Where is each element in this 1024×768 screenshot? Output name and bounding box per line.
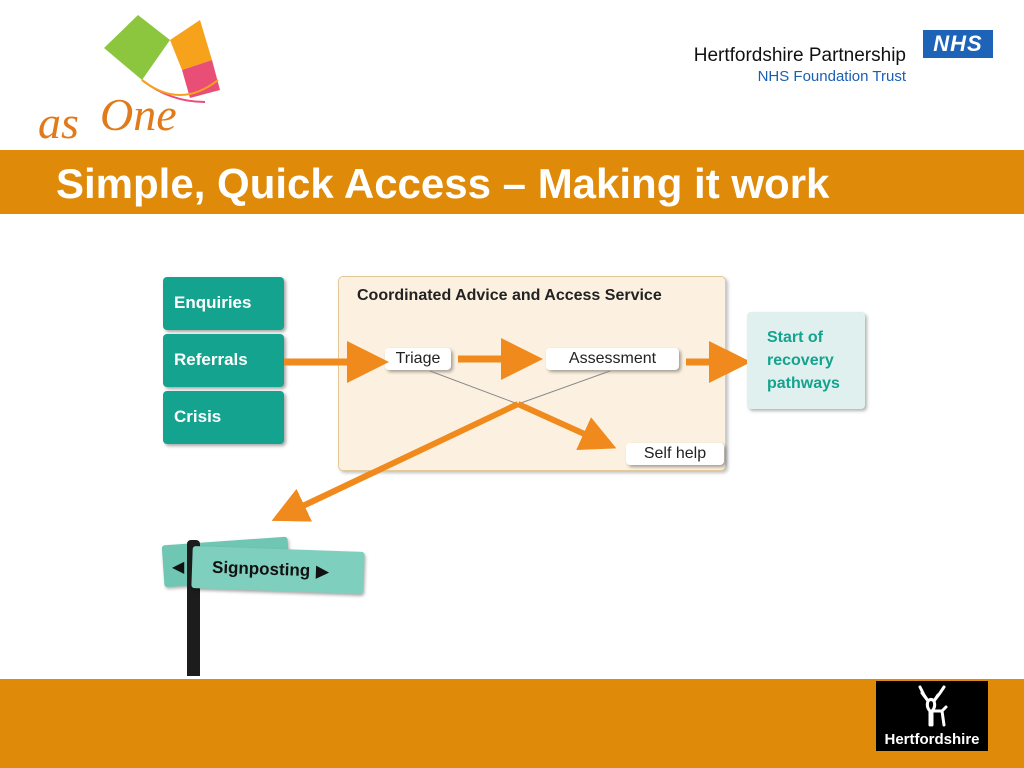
nhs-logo: NHS — [923, 30, 993, 58]
org-name: Hertfordshire Partnership — [693, 45, 906, 66]
signpost-right-arrow-icon: ▶ — [315, 563, 329, 581]
crisis-box: Crisis — [163, 391, 284, 444]
recovery-line-2: recovery — [767, 352, 834, 369]
referrals-box: Referrals — [163, 334, 284, 387]
footer-band — [0, 679, 1024, 768]
recovery-line-3: pathways — [767, 375, 840, 392]
recovery-pathways-box — [747, 312, 865, 409]
signpost-label: Signposting — [211, 557, 311, 581]
assessment-box: Assessment — [546, 348, 679, 370]
triage-box: Triage — [385, 348, 451, 370]
svg-text:One: One — [100, 89, 177, 140]
stag-icon — [876, 681, 988, 733]
service-title: Coordinated Advice and Access Service — [357, 287, 662, 304]
signpost-left-arrow-icon: ◀ — [172, 559, 185, 576]
hertfordshire-logo-text: Hertfordshire — [884, 731, 980, 748]
self-help-box: Self help — [626, 443, 724, 465]
org-subtitle: NHS Foundation Trust — [757, 68, 906, 85]
svg-text:as: as — [38, 97, 79, 148]
recovery-line-1: Start of — [767, 329, 823, 346]
slide-title: Simple, Quick Access – Making it work — [56, 160, 830, 207]
signpost-board — [191, 546, 364, 594]
enquiries-box: Enquiries — [163, 277, 284, 330]
